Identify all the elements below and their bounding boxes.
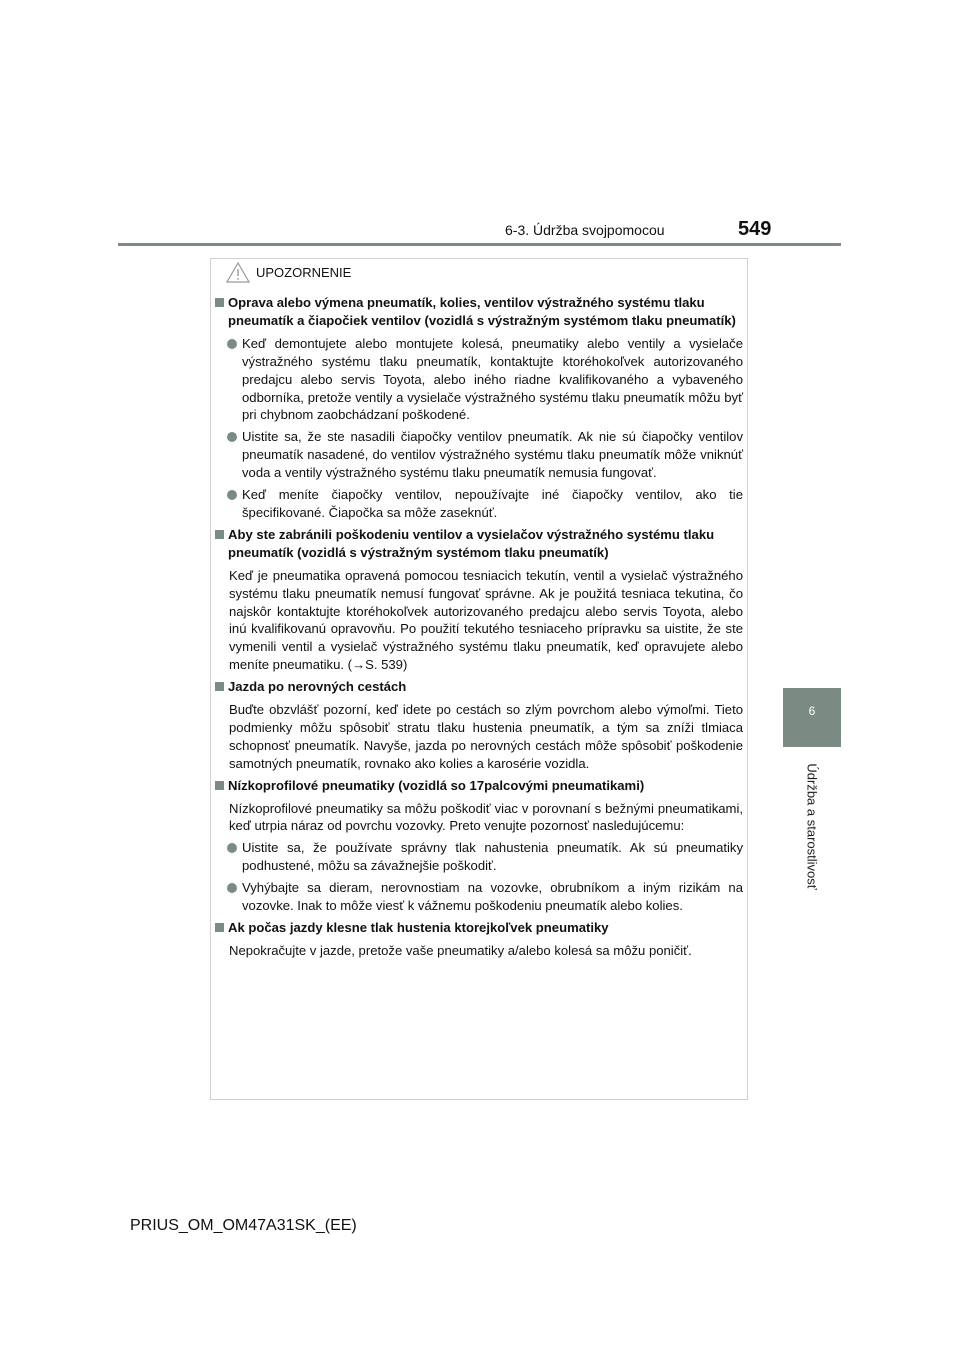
paragraph: Nízkoprofilové pneumatiky sa môžu poškodiť viac v porovnaní s bežnými pneumatikami, keď utrpia náraz od povrchu vozovky. Preto venujte pozornosť nasledujúcemu:: [229, 800, 743, 834]
header-rule: [118, 243, 841, 246]
bullet-item: Uistite sa, že ste nasadili čiapočky ventilov pneumatík. Ak nie sú čiapočky ventilov pneumatík nasadené, do ventilov výstražného systému tlaku pneumatík môže vniknúť voda a ventily výstražného systému tlaku pneumatík nemusia fungovať.: [215, 428, 743, 482]
section-title: 6-3. Údržba svojpomocou: [505, 222, 665, 238]
chapter-tab: 6: [783, 688, 841, 747]
chapter-label-text: Údržba a starostlivosť: [804, 763, 820, 890]
warning-content: [215, 294, 743, 964]
heading-tpms-repair: Oprava alebo výmena pneumatík, kolies, ventilov výstražného systému tlaku pneumatík a čiapočiek ventilov (vozidlá s výstražným systémom tlaku pneumatík): [215, 294, 743, 330]
bullet-item: Keď meníte čiapočky ventilov, nepoužívajte iné čiapočky ventilov, ako tie špecifikované. Čiapočka sa môže zaseknúť.: [215, 486, 743, 522]
paragraph: Buďte obzvlášť pozorní, keď idete po cestách so zlým povrchom alebo výmoľmi. Tieto podmienky môžu spôsobiť stratu tlaku hustenia pneumatík, a tým sa zníži tlmiaca schopnosť pneumatík. Navyše, jazda po nerovných cestách môže spôsobiť poškodenie samotných pneumatík, rovnako ako kolies a karosérie vozidla.: [229, 702, 743, 771]
page-number: 549: [738, 218, 772, 240]
heading-rough-roads: Jazda po nerovných cestách: [215, 678, 743, 696]
bullet-item: Uistite sa, že používate správny tlak nahustenia pneumatík. Ak sú pneumatiky podhustené, môžu sa závažnejšie poškodiť.: [215, 839, 743, 875]
chapter-label: [783, 754, 841, 904]
warning-header: [226, 262, 351, 282]
warning-triangle-icon: [226, 262, 250, 283]
heading-prevent-damage: Aby ste zabránili poškodeniu ventilov a vysielačov výstražného systému tlaku pneumatík (vozidlá s výstražným systémom tlaku pneumatík): [215, 526, 743, 562]
bullet-item: Vyhýbajte sa dieram, nerovnostiam na vozovke, obrubníkom a iným rizikám na vozovke. Inak to môže viesť k vážnemu poškodeniu pneumatík alebo kolies.: [215, 879, 743, 915]
warning-title: UPOZORNENIE: [256, 264, 352, 280]
paragraph: Nepokračujte v jazde, pretože vaše pneumatiky a/alebo kolesá sa môžu poničiť.: [229, 942, 692, 958]
document-code: PRIUS_OM_OM47A31SK_(EE): [130, 1217, 357, 1234]
heading-low-profile: Nízkoprofilové pneumatiky (vozidlá so 17palcovými pneumatikami): [215, 777, 743, 795]
bullet-item: Keď demontujete alebo montujete kolesá, pneumatiky alebo ventily a vysielače výstražného systému tlaku pneumatík, kontaktujte ktoréhokoľvek autorizovaného predajcu alebo servis Toyota, alebo iného riadne kvalifikovaného a vybaveného odborníka, pretože ventily a vysielače výstražného systému tlaku pneumatík môžu byť pri chybnom zaobchádzaní poškodené.: [215, 335, 743, 425]
paragraph: Keď je pneumatika opravená pomocou tesniacich tekutín, ventil a vysielač výstražného systému tlaku pneumatík nemusí fungovať správne. Ak je použitá tesniaca tekutina, čo najskôr kontaktujte ktoréhokoľvek autorizovaného predajcu alebo servis Toyota, alebo inú kvalifikovanú opravovňu. Po použití tekutého tesniaceho prípravku sa uistite, že ste vymenili ventil a vysielač výstražného systému tlaku pneumatík, keď opravujete alebo meníte pneumatiku. (→S. 539): [229, 567, 743, 673]
heading-pressure-drop: Ak počas jazdy klesne tlak hustenia ktorejkoľvek pneumatiky: [215, 919, 743, 937]
